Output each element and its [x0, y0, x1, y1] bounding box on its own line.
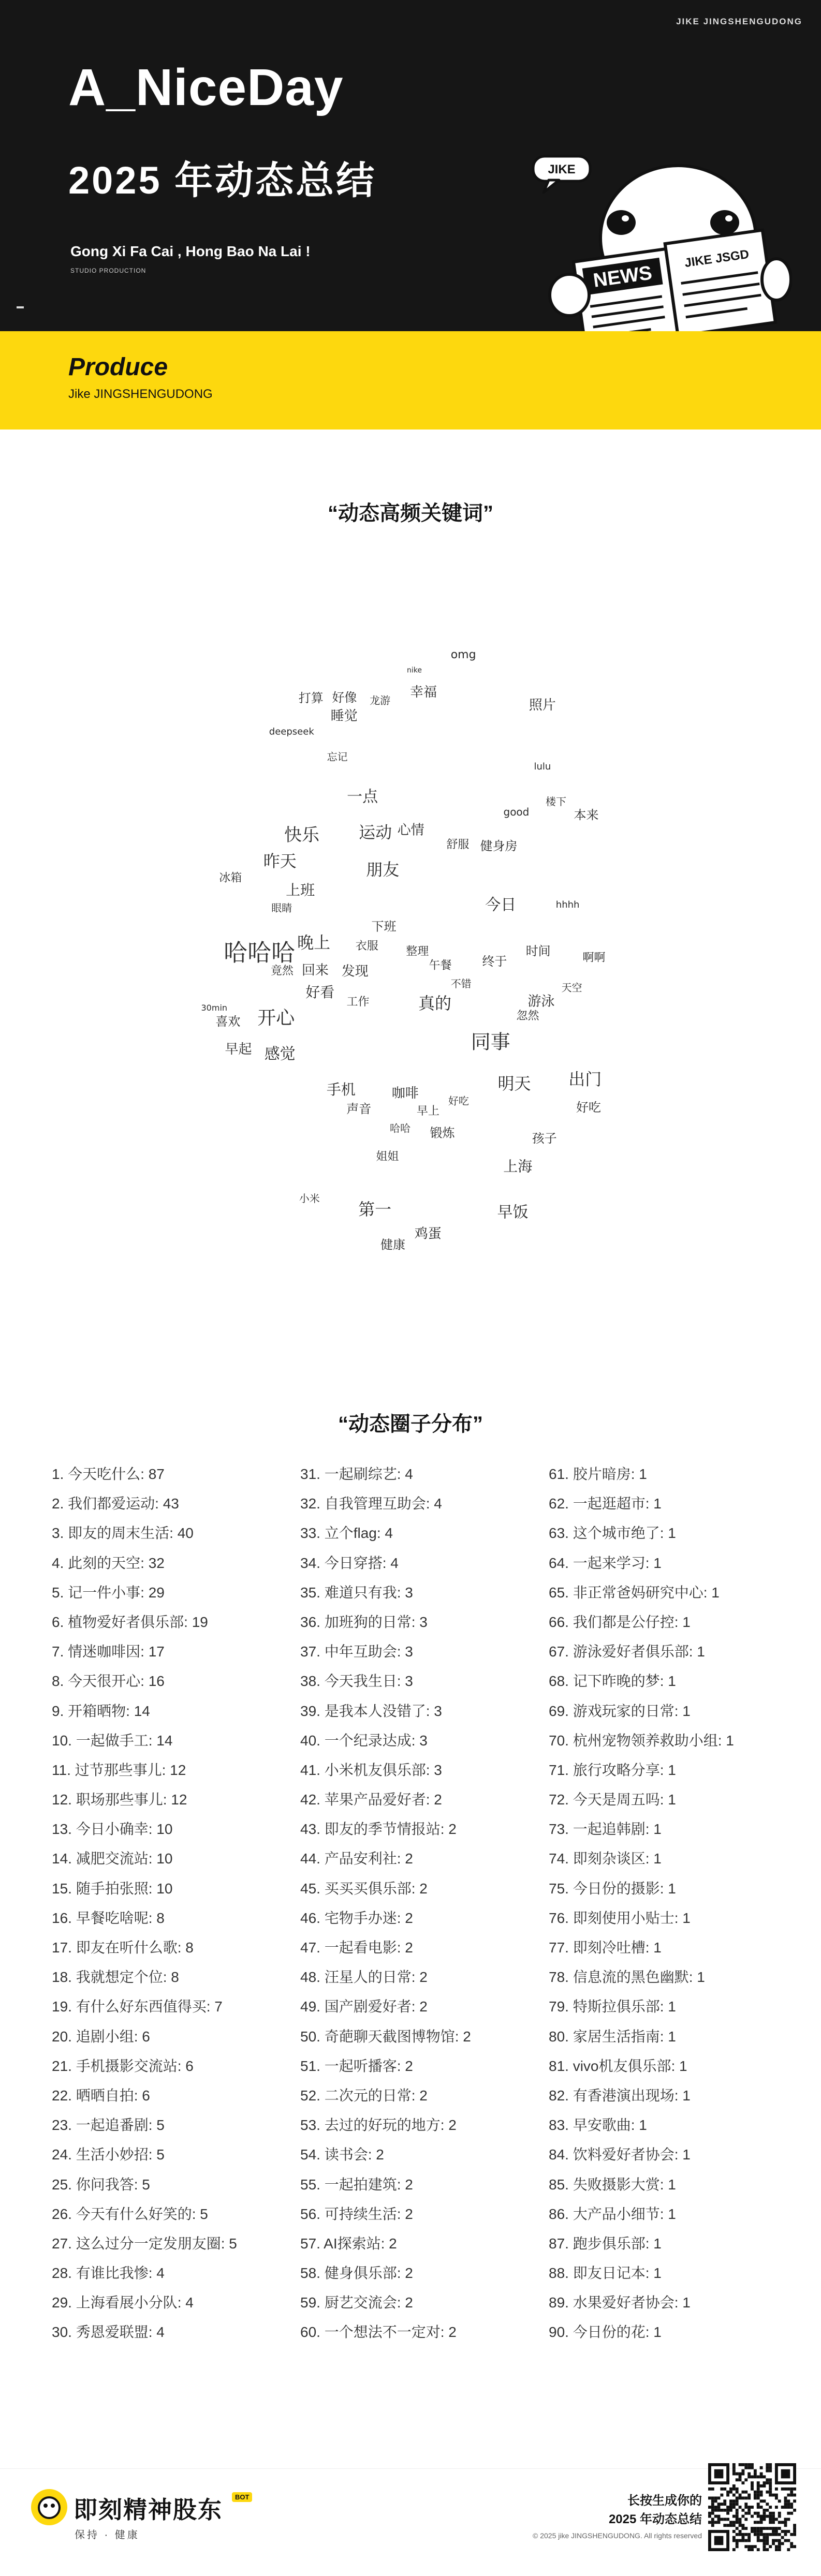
keyword-word: 孩子	[532, 1131, 557, 1146]
keyword-word: 明天	[497, 1074, 531, 1094]
circle-list-item: 16. 早餐吃啥呢: 8	[52, 1909, 165, 1926]
keyword-word: 回来	[301, 963, 329, 979]
circle-list-item: 38. 今天我生日: 3	[300, 1673, 413, 1690]
keyword-word: 哈哈哈	[224, 939, 295, 967]
footer-logo-text: 即刻精神股东	[74, 2496, 223, 2523]
keyword-word: hhhh	[555, 899, 580, 910]
keyword-word: 工作	[346, 996, 370, 1009]
keyword-word: 整理	[406, 945, 429, 958]
circle-list-item: 4. 此刻的天空: 32	[52, 1555, 165, 1571]
circle-list-item: 18. 我就想定个位: 8	[52, 1969, 179, 1986]
keyword-word: 上班	[286, 881, 315, 899]
circle-list-item: 75. 今日份的摄影: 1	[549, 1880, 676, 1897]
circle-list-item: 45. 买买买俱乐部: 2	[300, 1880, 428, 1897]
circle-list-item: 70. 杭州宠物领养救助小组: 1	[549, 1732, 734, 1749]
keyword-word: 早上	[416, 1105, 439, 1118]
keyword-word: 感觉	[264, 1045, 296, 1063]
footer-cta-line2: 2025 年动态总结	[608, 2512, 702, 2526]
speech-bubble-icon	[533, 156, 590, 193]
circle-list-item: 39. 是我本人没错了: 3	[300, 1702, 442, 1719]
circle-list-item: 63. 这个城市绝了: 1	[549, 1525, 676, 1542]
circle-list-item: 5. 记一件小事: 29	[52, 1584, 165, 1601]
circle-list-item: 62. 一起逛超市: 1	[549, 1496, 662, 1512]
mascot-newspaper-illustration	[502, 145, 792, 347]
keyword-word: 真的	[418, 994, 452, 1014]
keyword-word: 同事	[471, 1030, 510, 1054]
keyword-word: 第一	[358, 1200, 392, 1219]
svg-text:NEWS: NEWS	[592, 262, 654, 292]
circle-list-item: 17. 即友在听什么歌: 8	[52, 1940, 194, 1956]
keyword-word: omg	[450, 648, 476, 661]
circle-list-item: 1. 今天吃什么: 87	[52, 1466, 165, 1482]
circle-list-item: 12. 职场那些事儿: 12	[52, 1792, 187, 1808]
keyword-word: 咖啡	[391, 1085, 419, 1101]
greeting-text: Gong Xi Fa Cai , Hong Bao Na Lai !	[70, 243, 311, 259]
circle-list-item: 21. 手机摄影交流站: 6	[52, 2057, 194, 2074]
keyword-word: 龙游	[370, 694, 391, 707]
keyword-word: 晚上	[297, 932, 331, 953]
footer-cta-line1: 长按生成你的	[627, 2494, 702, 2508]
circle-list-item: 46. 宅物手办迷: 2	[300, 1909, 413, 1926]
circle-list-col-3	[549, 1459, 734, 2347]
circle-list-item: 76. 即刻使用小贴士: 1	[549, 1909, 691, 1926]
keyword-word: 照片	[529, 698, 556, 714]
circle-list-item: 32. 自我管理互助会: 4	[300, 1496, 442, 1512]
keyword-word: lulu	[534, 761, 551, 772]
circle-list-item: 73. 一起追韩剧: 1	[549, 1821, 662, 1838]
keyword-word: 啊啊	[582, 951, 606, 965]
keyword-word: 运动	[359, 822, 392, 842]
circle-list-item: 90. 今日份的花: 1	[549, 2324, 662, 2341]
brand-top-label: JIKE JINGSHENGUDONG	[676, 17, 802, 26]
circle-list-item: 35. 难道只有我: 3	[300, 1584, 413, 1601]
circle-list-item: 24. 生活小妙招: 5	[52, 2146, 165, 2163]
keyword-word: 健身房	[480, 838, 518, 853]
keyword-word: 昨天	[263, 851, 297, 871]
circle-list-item: 33. 立个flag: 4	[300, 1525, 393, 1542]
keyword-word: 心情	[397, 822, 424, 838]
jike-logo-icon	[31, 2489, 67, 2525]
circle-list-item: 59. 厨艺交流会: 2	[300, 2294, 413, 2311]
keyword-word: 快乐	[284, 825, 319, 846]
circle-list-item: 50. 奇葩聊天截图博物馆: 2	[300, 2028, 471, 2045]
keyword-word: 舒服	[446, 838, 470, 852]
circle-list-item: 83. 早安歌曲: 1	[549, 2117, 647, 2134]
keyword-word: 朋友	[366, 860, 400, 880]
circle-list-item: 53. 去过的好玩的地方: 2	[300, 2117, 457, 2134]
circle-list-col-2	[300, 1459, 471, 2347]
keyword-cloud-canvas	[181, 574, 647, 1320]
circle-list-item: 58. 健身俱乐部: 2	[300, 2265, 413, 2282]
keyword-word: 游泳	[527, 994, 555, 1010]
keyword-word: 冰箱	[219, 871, 242, 885]
circle-list-item: 25. 你问我答: 5	[52, 2176, 150, 2193]
hero-banner	[0, 0, 821, 331]
circle-list-item: 31. 一起刷综艺: 4	[300, 1466, 413, 1482]
circle-list-item: 34. 今日穿搭: 4	[300, 1555, 399, 1571]
keyword-word: 天空	[561, 981, 582, 994]
keyword-word: 睡觉	[330, 708, 358, 724]
circle-list-item: 15. 随手拍张照: 10	[52, 1880, 173, 1897]
keyword-word: 早饭	[497, 1203, 529, 1222]
keyword-word: 竟然	[270, 965, 294, 978]
circle-list-item: 52. 二次元的日常: 2	[300, 2087, 428, 2104]
circle-list-item: 86. 大产品小细节: 1	[549, 2205, 676, 2222]
keyword-word: 好吃	[448, 1094, 469, 1107]
circle-list-item: 87. 跑步俱乐部: 1	[549, 2235, 662, 2252]
keyword-word: 声音	[346, 1102, 372, 1116]
keyword-word: 今日	[485, 896, 517, 914]
circle-list-item: 81. vivo机友俱乐部: 1	[549, 2057, 687, 2074]
circle-list-item: 74. 即刻杂谈区: 1	[549, 1850, 662, 1867]
circle-list-item: 47. 一起看电影: 2	[300, 1940, 413, 1956]
page-subtitle: 2025 年动态总结	[68, 159, 377, 202]
circle-list-item: 30. 秀恩爱联盟: 4	[52, 2324, 165, 2341]
circle-list-item: 42. 苹果产品爱好者: 2	[300, 1792, 442, 1808]
circle-list-item: 88. 即友日记本: 1	[549, 2265, 662, 2282]
circle-list-item: 89. 水果爱好者协会: 1	[549, 2294, 691, 2311]
circle-list-item: 77. 即刻冷吐槽: 1	[549, 1940, 662, 1956]
keyword-word: 幸福	[410, 685, 437, 700]
circle-list-item: 8. 今天很开心: 16	[52, 1673, 165, 1690]
keyword-word: 好像	[332, 690, 357, 705]
circle-list-item: 66. 我们都是公仔控: 1	[549, 1613, 691, 1630]
circle-list-item: 51. 一起听播客: 2	[300, 2057, 413, 2074]
footer-divider	[0, 2468, 821, 2469]
circle-list-item: 48. 汪星人的日常: 2	[300, 1969, 428, 1986]
keyword-word: 衣服	[355, 940, 378, 953]
keyword-word: 午餐	[429, 959, 452, 972]
keyword-word: 早起	[225, 1042, 252, 1057]
keyword-word: 哈哈	[390, 1122, 411, 1135]
studio-label: STUDIO PRODUCTION	[70, 267, 146, 274]
circle-list-item: 37. 中年互助会: 3	[300, 1644, 413, 1660]
circle-list-item: 78. 信息流的黑色幽默: 1	[549, 1969, 705, 1986]
keyword-word: 本来	[574, 808, 599, 823]
circle-list-item: 13. 今日小确幸: 10	[52, 1821, 173, 1838]
keyword-word: 下班	[371, 919, 397, 934]
keyword-word: deepseek	[269, 726, 314, 737]
bot-badge: BOT	[232, 2492, 252, 2502]
circle-list-item: 29. 上海看展小分队: 4	[52, 2294, 194, 2311]
circle-list-item: 19. 有什么好东西值得买: 7	[52, 1998, 223, 2015]
circle-list-item: 55. 一起拍建筑: 2	[300, 2176, 413, 2193]
circle-list-item: 79. 特斯拉俱乐部: 1	[549, 1998, 676, 2015]
svg-text:JIKE JSGD: JIKE JSGD	[683, 247, 750, 271]
circle-list-item: 41. 小米机友俱乐部: 3	[300, 1761, 442, 1778]
circle-list-item: 2. 我们都爱运动: 43	[52, 1496, 179, 1512]
keyword-word: 上海	[503, 1158, 533, 1175]
circle-list-item: 3. 即友的周末生活: 40	[52, 1525, 194, 1542]
keyword-word: 姐姐	[376, 1150, 399, 1164]
keyword-word: 时间	[525, 943, 551, 958]
circle-list-item: 82. 有香港演出现场: 1	[549, 2087, 691, 2104]
keyword-word: nike	[407, 666, 422, 675]
keyword-word: 终于	[482, 954, 507, 969]
keyword-word: 眼睛	[271, 901, 292, 914]
keyword-word: 健康	[380, 1237, 405, 1252]
circle-list-item: 85. 失败摄影大赏: 1	[549, 2176, 676, 2193]
keyword-word: 喜欢	[215, 1014, 241, 1029]
circle-list-item: 7. 情迷咖啡因: 17	[52, 1644, 165, 1660]
circle-list-item: 61. 胶片暗房: 1	[549, 1466, 647, 1482]
circle-list-item: 9. 开箱晒物: 14	[52, 1702, 150, 1719]
circle-list-item: 64. 一起来学习: 1	[549, 1555, 662, 1571]
circle-list-item: 68. 记下昨晚的梦: 1	[549, 1673, 676, 1690]
circle-list-item: 10. 一起做手工: 14	[52, 1732, 173, 1749]
keyword-word: 手机	[326, 1081, 356, 1098]
circle-list-item: 54. 读书会: 2	[300, 2146, 384, 2163]
circles-section-title: “动态圈子分布”	[338, 1413, 483, 1435]
keyword-word: 好看	[305, 983, 335, 1001]
circle-list-item: 80. 家居生活指南: 1	[549, 2028, 676, 2045]
circle-list-item: 69. 游戏玩家的日常: 1	[549, 1702, 691, 1719]
circle-list-item: 44. 产品安利社: 2	[300, 1850, 413, 1867]
circle-list-col-1	[52, 1459, 237, 2347]
circle-list-item: 57. AI探索站: 2	[300, 2235, 397, 2252]
circle-list-item: 6. 植物爱好者俱乐部: 19	[52, 1613, 208, 1630]
circle-list-item: 36. 加班狗的日常: 3	[300, 1613, 428, 1630]
circle-list-item: 27. 这么过分一定发朋友圈: 5	[52, 2235, 237, 2252]
circle-list-item: 40. 一个纪录达成: 3	[300, 1732, 428, 1749]
circle-list-item: 71. 旅行攻略分享: 1	[549, 1761, 676, 1778]
circle-list-item: 23. 一起追番剧: 5	[52, 2117, 165, 2134]
divider-dash	[17, 306, 24, 308]
keyword-cloud	[181, 574, 647, 1320]
circle-list-item: 65. 非正常爸妈研究中心: 1	[549, 1584, 720, 1601]
footer-logo-subtitle: 保持 · 健康	[75, 2529, 140, 2541]
keyword-word: 不错	[450, 978, 472, 990]
keyword-word: 楼下	[546, 795, 566, 808]
keyword-word: 小米	[299, 1192, 320, 1205]
keyword-word: 打算	[298, 691, 324, 705]
circle-list-item: 11. 过节那些事儿: 12	[52, 1761, 186, 1778]
keyword-word: 忘记	[327, 750, 348, 763]
page-title: A_NiceDay	[68, 58, 344, 116]
keyword-word: 发现	[341, 964, 369, 980]
keywords-section-title: “动态高频关键词”	[328, 502, 493, 525]
circle-list-item: 28. 有谁比我惨: 4	[52, 2265, 165, 2282]
qr-code-icon[interactable]	[708, 2463, 796, 2551]
author-name: Jike JINGSHENGUDONG	[68, 387, 213, 401]
keyword-word: 开心	[257, 1008, 295, 1029]
circle-list-item: 14. 减肥交流站: 10	[52, 1850, 173, 1867]
keyword-word: 鸡蛋	[414, 1226, 442, 1242]
circle-list-item: 60. 一个想法不一定对: 2	[300, 2324, 457, 2341]
keyword-word: 一点	[347, 788, 378, 806]
keyword-word: 出门	[568, 1069, 602, 1089]
circle-list-item: 20. 追剧小组: 6	[52, 2028, 150, 2045]
circle-list-item: 56. 可持续生活: 2	[300, 2205, 413, 2222]
circle-list-item: 67. 游泳爱好者俱乐部: 1	[549, 1644, 705, 1660]
svg-text:JIKE: JIKE	[548, 162, 576, 176]
keyword-word: 忽然	[516, 1010, 539, 1023]
circle-list-item: 49. 国产剧爱好者: 2	[300, 1998, 428, 2015]
circle-list-item: 22. 晒晒自拍: 6	[52, 2087, 150, 2104]
keyword-word: good	[503, 805, 530, 818]
circle-list-item: 84. 饮料爱好者协会: 1	[549, 2146, 691, 2163]
circle-list-item: 43. 即友的季节情报站: 2	[300, 1821, 457, 1838]
circle-list-item: 72. 今天是周五吗: 1	[549, 1792, 676, 1808]
produce-label: Produce	[68, 353, 168, 381]
footer-copyright: © 2025 jike JINGSHENGUDONG. All rights reserved	[533, 2531, 702, 2540]
keyword-word: 30min	[201, 1003, 228, 1013]
circle-list-item: 26. 今天有什么好笑的: 5	[52, 2205, 208, 2222]
keyword-word: 好吃	[576, 1100, 601, 1115]
keyword-word: 锻炼	[430, 1126, 455, 1141]
